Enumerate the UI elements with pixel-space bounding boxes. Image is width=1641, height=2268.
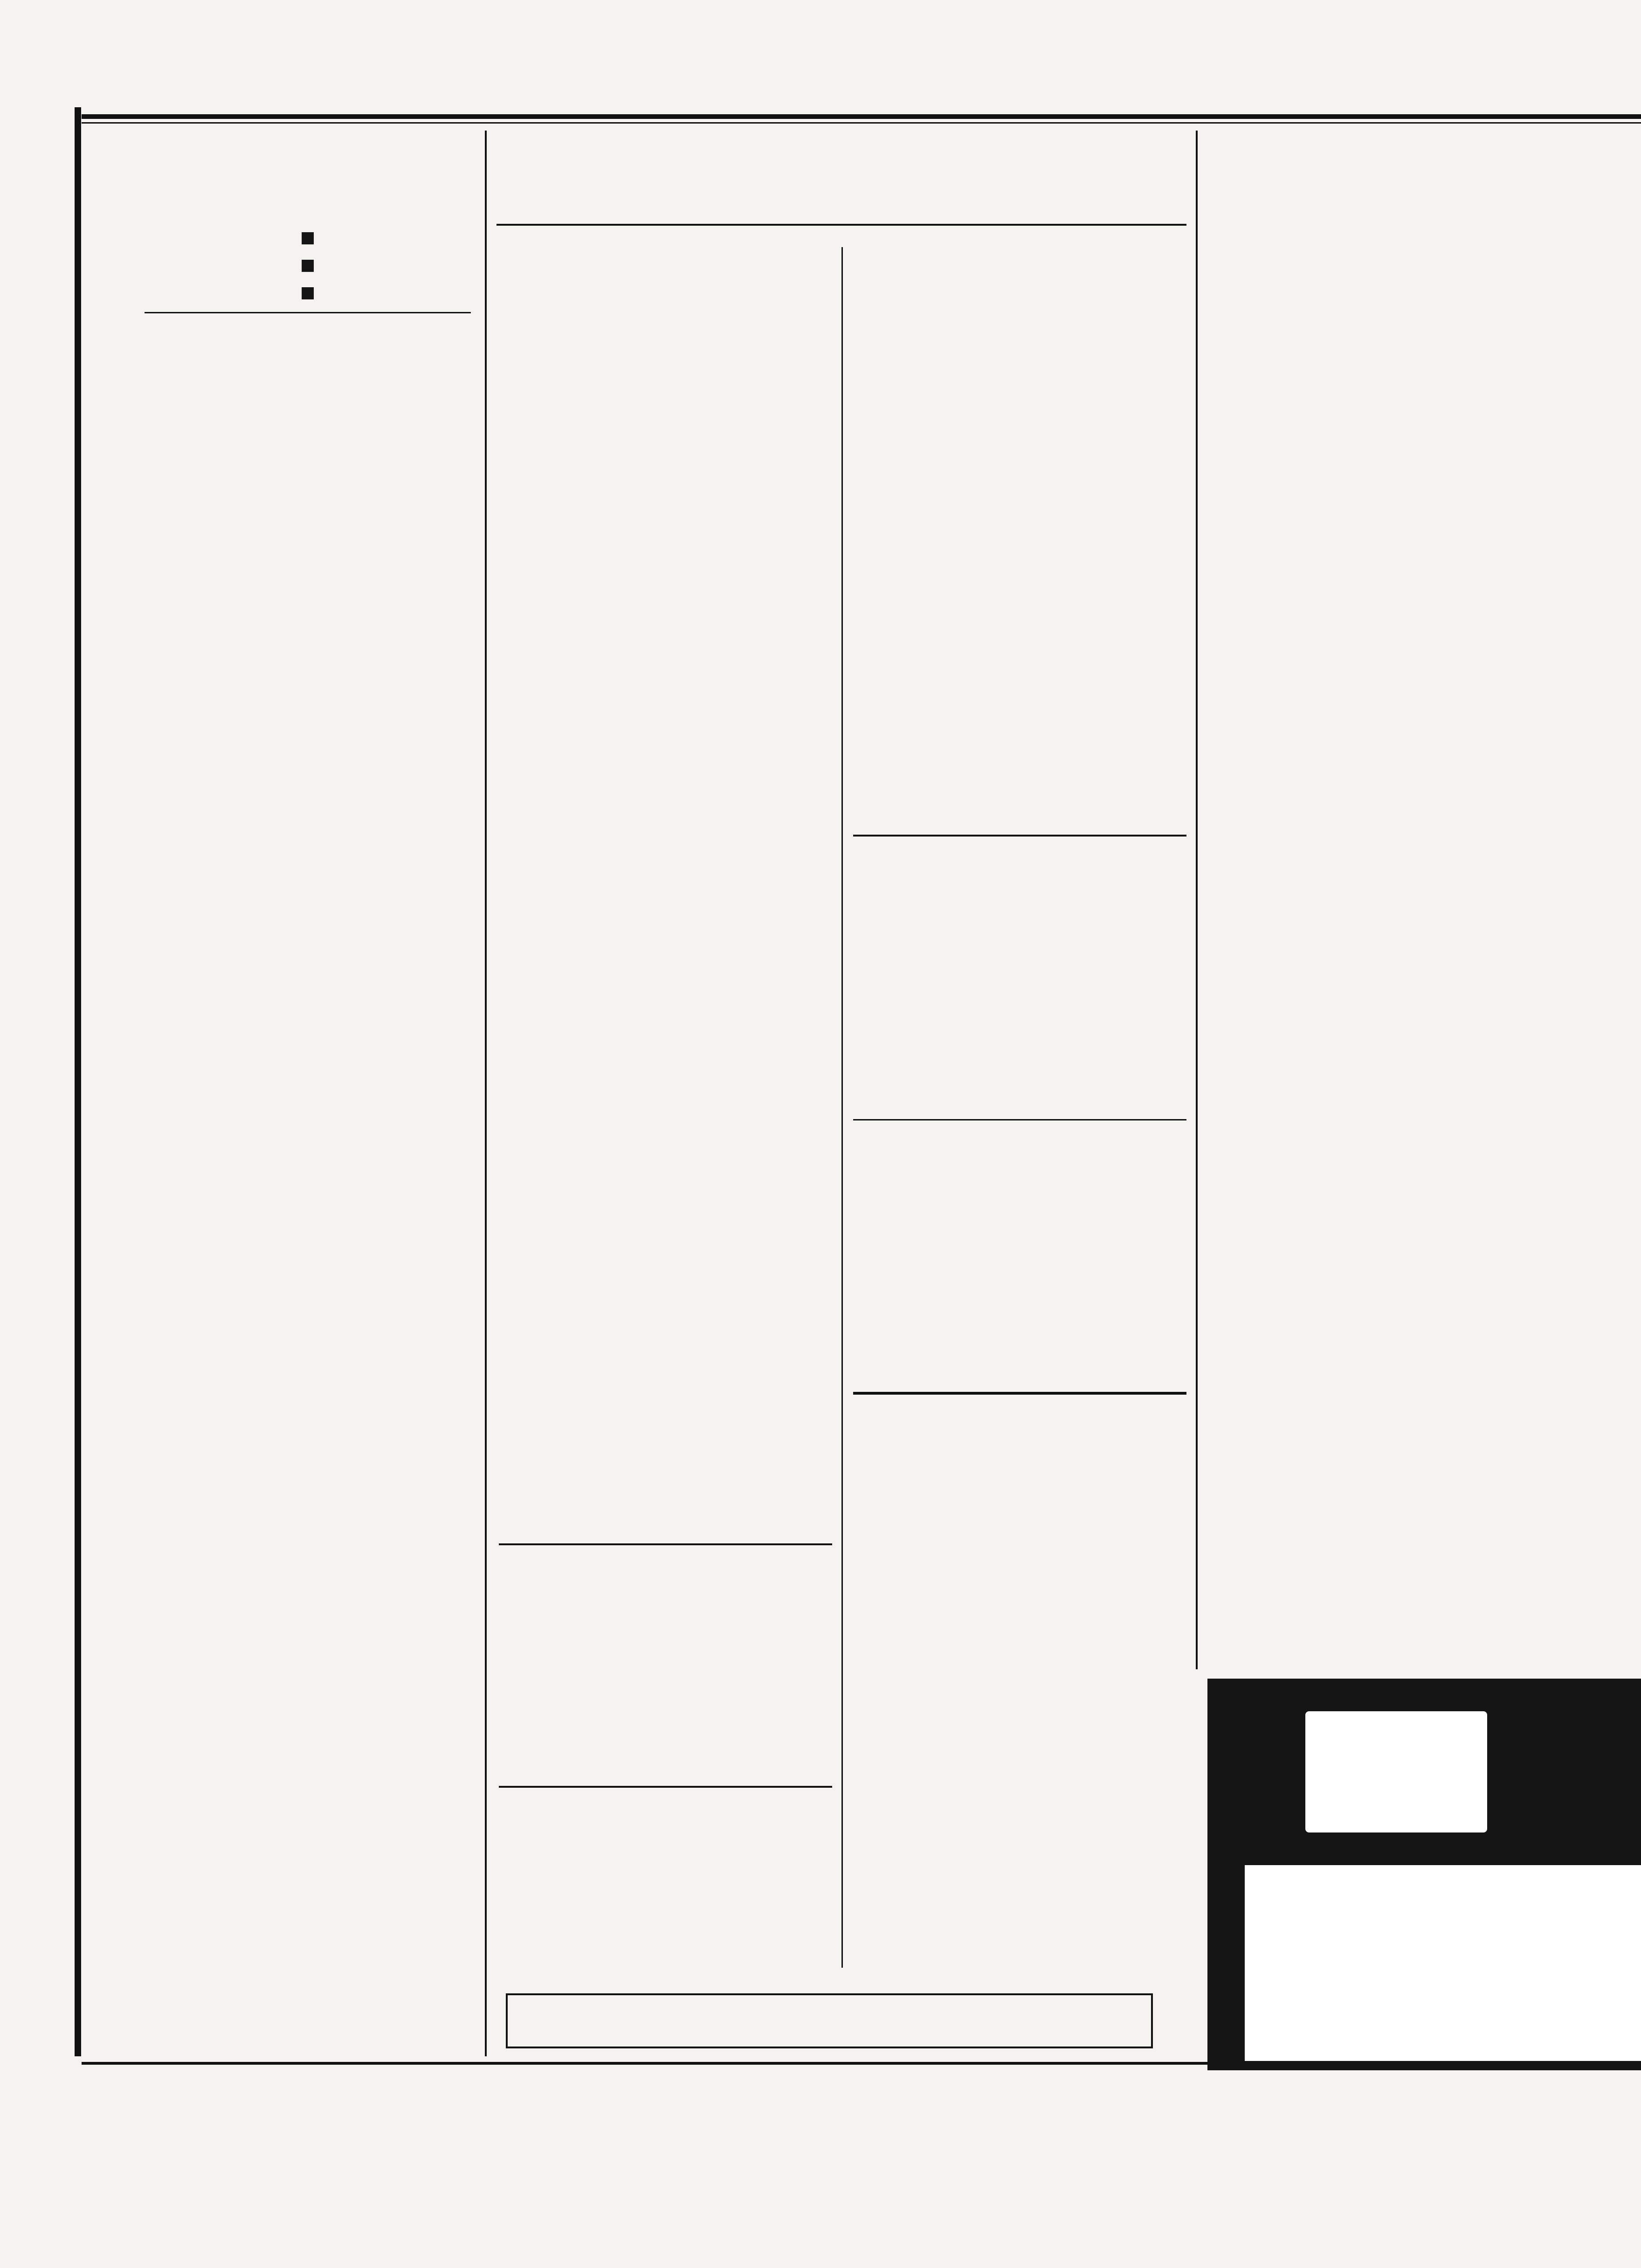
porto-column-a: [499, 231, 832, 1546]
camara-top-rule: [499, 1786, 832, 1788]
bombaim-article: [855, 844, 1186, 1119]
baile-banner: [506, 1993, 1153, 2048]
lotaria-box: [858, 1399, 1184, 1972]
porto-title-rule: [496, 224, 1186, 226]
column-rule-1: [485, 131, 487, 2056]
manteiga-column: [1212, 434, 1622, 1669]
sol-logo: [1305, 1711, 1487, 1832]
sol-advertisement: [1207, 1679, 1641, 2070]
left-border: [75, 107, 81, 2056]
column-rule-2: [1196, 131, 1198, 1669]
section-separator: ■: [300, 283, 316, 302]
ad-text-band: [1245, 1865, 1641, 2061]
porto-column-b: [853, 231, 1186, 832]
morte-article: [501, 1550, 832, 1784]
top-rule-thin: [82, 122, 1641, 124]
top-rule: [82, 114, 1641, 119]
morte-top-rule: [499, 1543, 832, 1545]
traidor-top-rule: [853, 1119, 1186, 1120]
bombaim-top-rule: [853, 835, 1186, 837]
ecos-column: [145, 219, 471, 2066]
camara-article: [501, 1793, 832, 1979]
section-separator: ■: [300, 256, 316, 274]
column-rule-inner: [841, 247, 843, 1968]
traidor-article: [855, 1126, 1186, 1387]
section-separator: ■: [300, 228, 316, 247]
imprensa-rule: [145, 312, 471, 313]
lotaria-top-rule: [853, 1392, 1186, 1395]
